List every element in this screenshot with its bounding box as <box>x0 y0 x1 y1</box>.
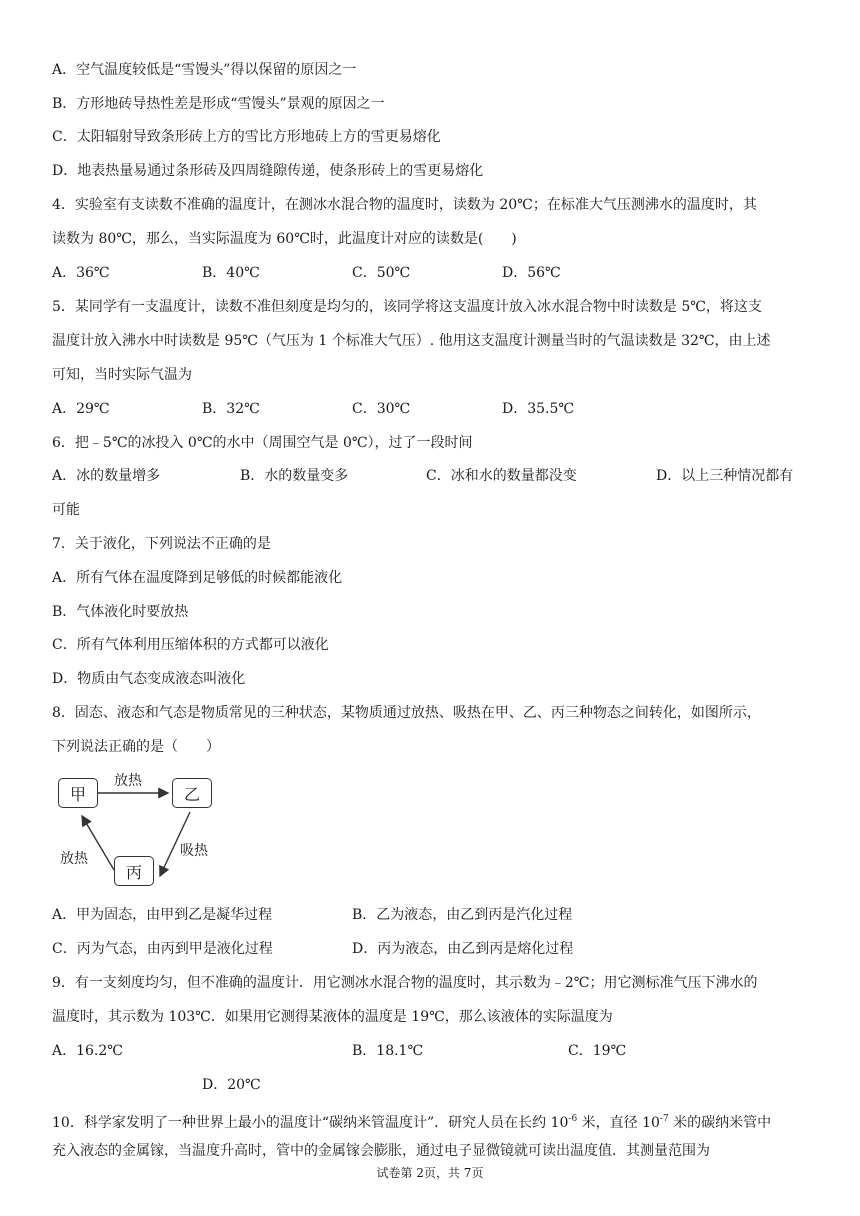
page-footer: 试卷第 2页，共 7页 <box>376 1166 484 1180</box>
q9-option-c: C．19℃ <box>568 1043 627 1059</box>
q6-stem: 6．把﹣5℃的冰投入 0℃的水中（周围空气是 0℃），过了一段时间 <box>52 435 473 451</box>
q10-text-part3: 米的碳纳米管中 <box>668 1115 772 1131</box>
q9-option-a: A．16.2℃ <box>52 1043 123 1059</box>
arrow-label-top: 放热 <box>114 773 142 789</box>
q5-stem-line1: 5．某同学有一支温度计，读数不准但刻度是均匀的，该同学将这支温度计放入冰水混合物中时读数是 5℃，将这支 <box>52 299 762 315</box>
q6-option-c: C．冰和水的数量都没变 <box>426 468 577 484</box>
q5-option-b: B．32℃ <box>202 401 260 417</box>
q10-exponent-2: -7 <box>659 1114 669 1124</box>
q7-option-a: A．所有气体在温度降到足够低的时候都能液化 <box>52 570 343 586</box>
state-box-bing: 丙 <box>114 856 154 886</box>
q7-stem: 7．关于液化，下列说法不正确的是 <box>52 536 271 552</box>
q6-option-d-wrap: 可能 <box>52 502 80 518</box>
q8-option-c: C．丙为气态，由丙到甲是液化过程 <box>52 941 273 957</box>
q6-option-b: B．水的数量变多 <box>240 468 349 484</box>
arrow-label-right: 吸热 <box>180 843 208 859</box>
q9-stem-line1: 9．有一支刻度均匀，但不准确的温度计．用它测冰水混合物的温度时，其示数为﹣2℃；用它测标准气压下沸水的 <box>52 975 758 991</box>
q5-option-c: C．30℃ <box>352 401 411 417</box>
q4-option-c: C．50℃ <box>352 265 411 281</box>
q6-option-a: A．冰的数量增多 <box>52 468 161 484</box>
q8-option-b: B．乙为液态，由乙到丙是汽化过程 <box>352 907 573 923</box>
q5-stem-line3: 可知，当时实际气温为 <box>52 367 192 383</box>
q10-text-part1: 10．科学家发明了一种世界上最小的温度计“碳纳米管温度计”．研究人员在长约 10 <box>52 1115 569 1131</box>
q9-option-b: B．18.1℃ <box>352 1043 424 1059</box>
q3-option-a: A．空气温度较低是“雪馒头”得以保留的原因之一 <box>52 62 357 78</box>
state-change-diagram <box>52 768 232 892</box>
q5-option-a: A．29℃ <box>52 401 110 417</box>
q4-stem-line2: 读数为 80℃，那么，当实际温度为 60℃时，此温度计对应的读数是( ) <box>52 231 517 247</box>
q8-stem-line2: 下列说法正确的是（ ） <box>52 739 220 755</box>
q10-text-part2: 米，直径 10 <box>577 1115 660 1131</box>
arrow-label-left: 放热 <box>60 851 88 867</box>
q4-stem-line1: 4．实验室有支读数不准确的温度计，在测冰水混合物的温度时，读数为 20℃；在标准大气压测沸水的温度时，其 <box>52 197 757 213</box>
q3-option-d: D．地表热量易通过条形砖及四周缝隙传递，使条形砖上的雪更易熔化 <box>52 163 484 179</box>
state-box-jia: 甲 <box>58 778 98 808</box>
q6-option-d: D．以上三种情况都有 <box>656 468 794 484</box>
q7-option-c: C．所有气体利用压缩体积的方式都可以液化 <box>52 637 329 653</box>
state-box-yi: 乙 <box>172 778 212 808</box>
q5-option-d: D．35.5℃ <box>502 401 575 417</box>
q3-option-b: B．方形地砖导热性差是形成“雪馒头”景观的原因之一 <box>52 96 385 112</box>
q7-option-b: B．气体液化时要放热 <box>52 604 189 620</box>
q4-option-d: D．56℃ <box>502 265 561 281</box>
q10-stem-line2: 充入液态的金属镓，当温度升高时，管中的金属镓会膨胀，通过电子显微镜就可读出温度值．其测量范围为 <box>52 1143 710 1159</box>
q8-option-d: D．丙为液态，由乙到丙是熔化过程 <box>352 941 574 957</box>
q4-option-a: A．36℃ <box>52 265 110 281</box>
q8-option-a: A．甲为固态，由甲到乙是凝华过程 <box>52 907 273 923</box>
q8-stem-line1: 8．固态、液态和气态是物质常见的三种状态，某物质通过放热、吸热在甲、乙、丙三种物态之间转化，如图所示， <box>52 705 761 721</box>
q7-option-d: D．物质由气态变成液态叫液化 <box>52 671 246 687</box>
q3-option-c: C．太阳辐射导致条形砖上方的雪比方形地砖上方的雪更易熔化 <box>52 129 441 145</box>
q10-stem-line1 <box>52 1110 771 1132</box>
q10-exponent-1: -6 <box>568 1114 578 1124</box>
q9-option-d: D．20℃ <box>202 1077 261 1093</box>
q4-option-b: B．40℃ <box>202 265 260 281</box>
q5-stem-line2: 温度计放入沸水中时读数是 95℃（气压为 1 个标准大气压）. 他用这支温度计测量当时的气温读数是 32℃，由上述 <box>52 333 771 349</box>
q9-stem-line2: 温度时，其示数为 103℃．如果用它测得某液体的温度是 19℃，那么该液体的实际温度为 <box>52 1009 613 1025</box>
